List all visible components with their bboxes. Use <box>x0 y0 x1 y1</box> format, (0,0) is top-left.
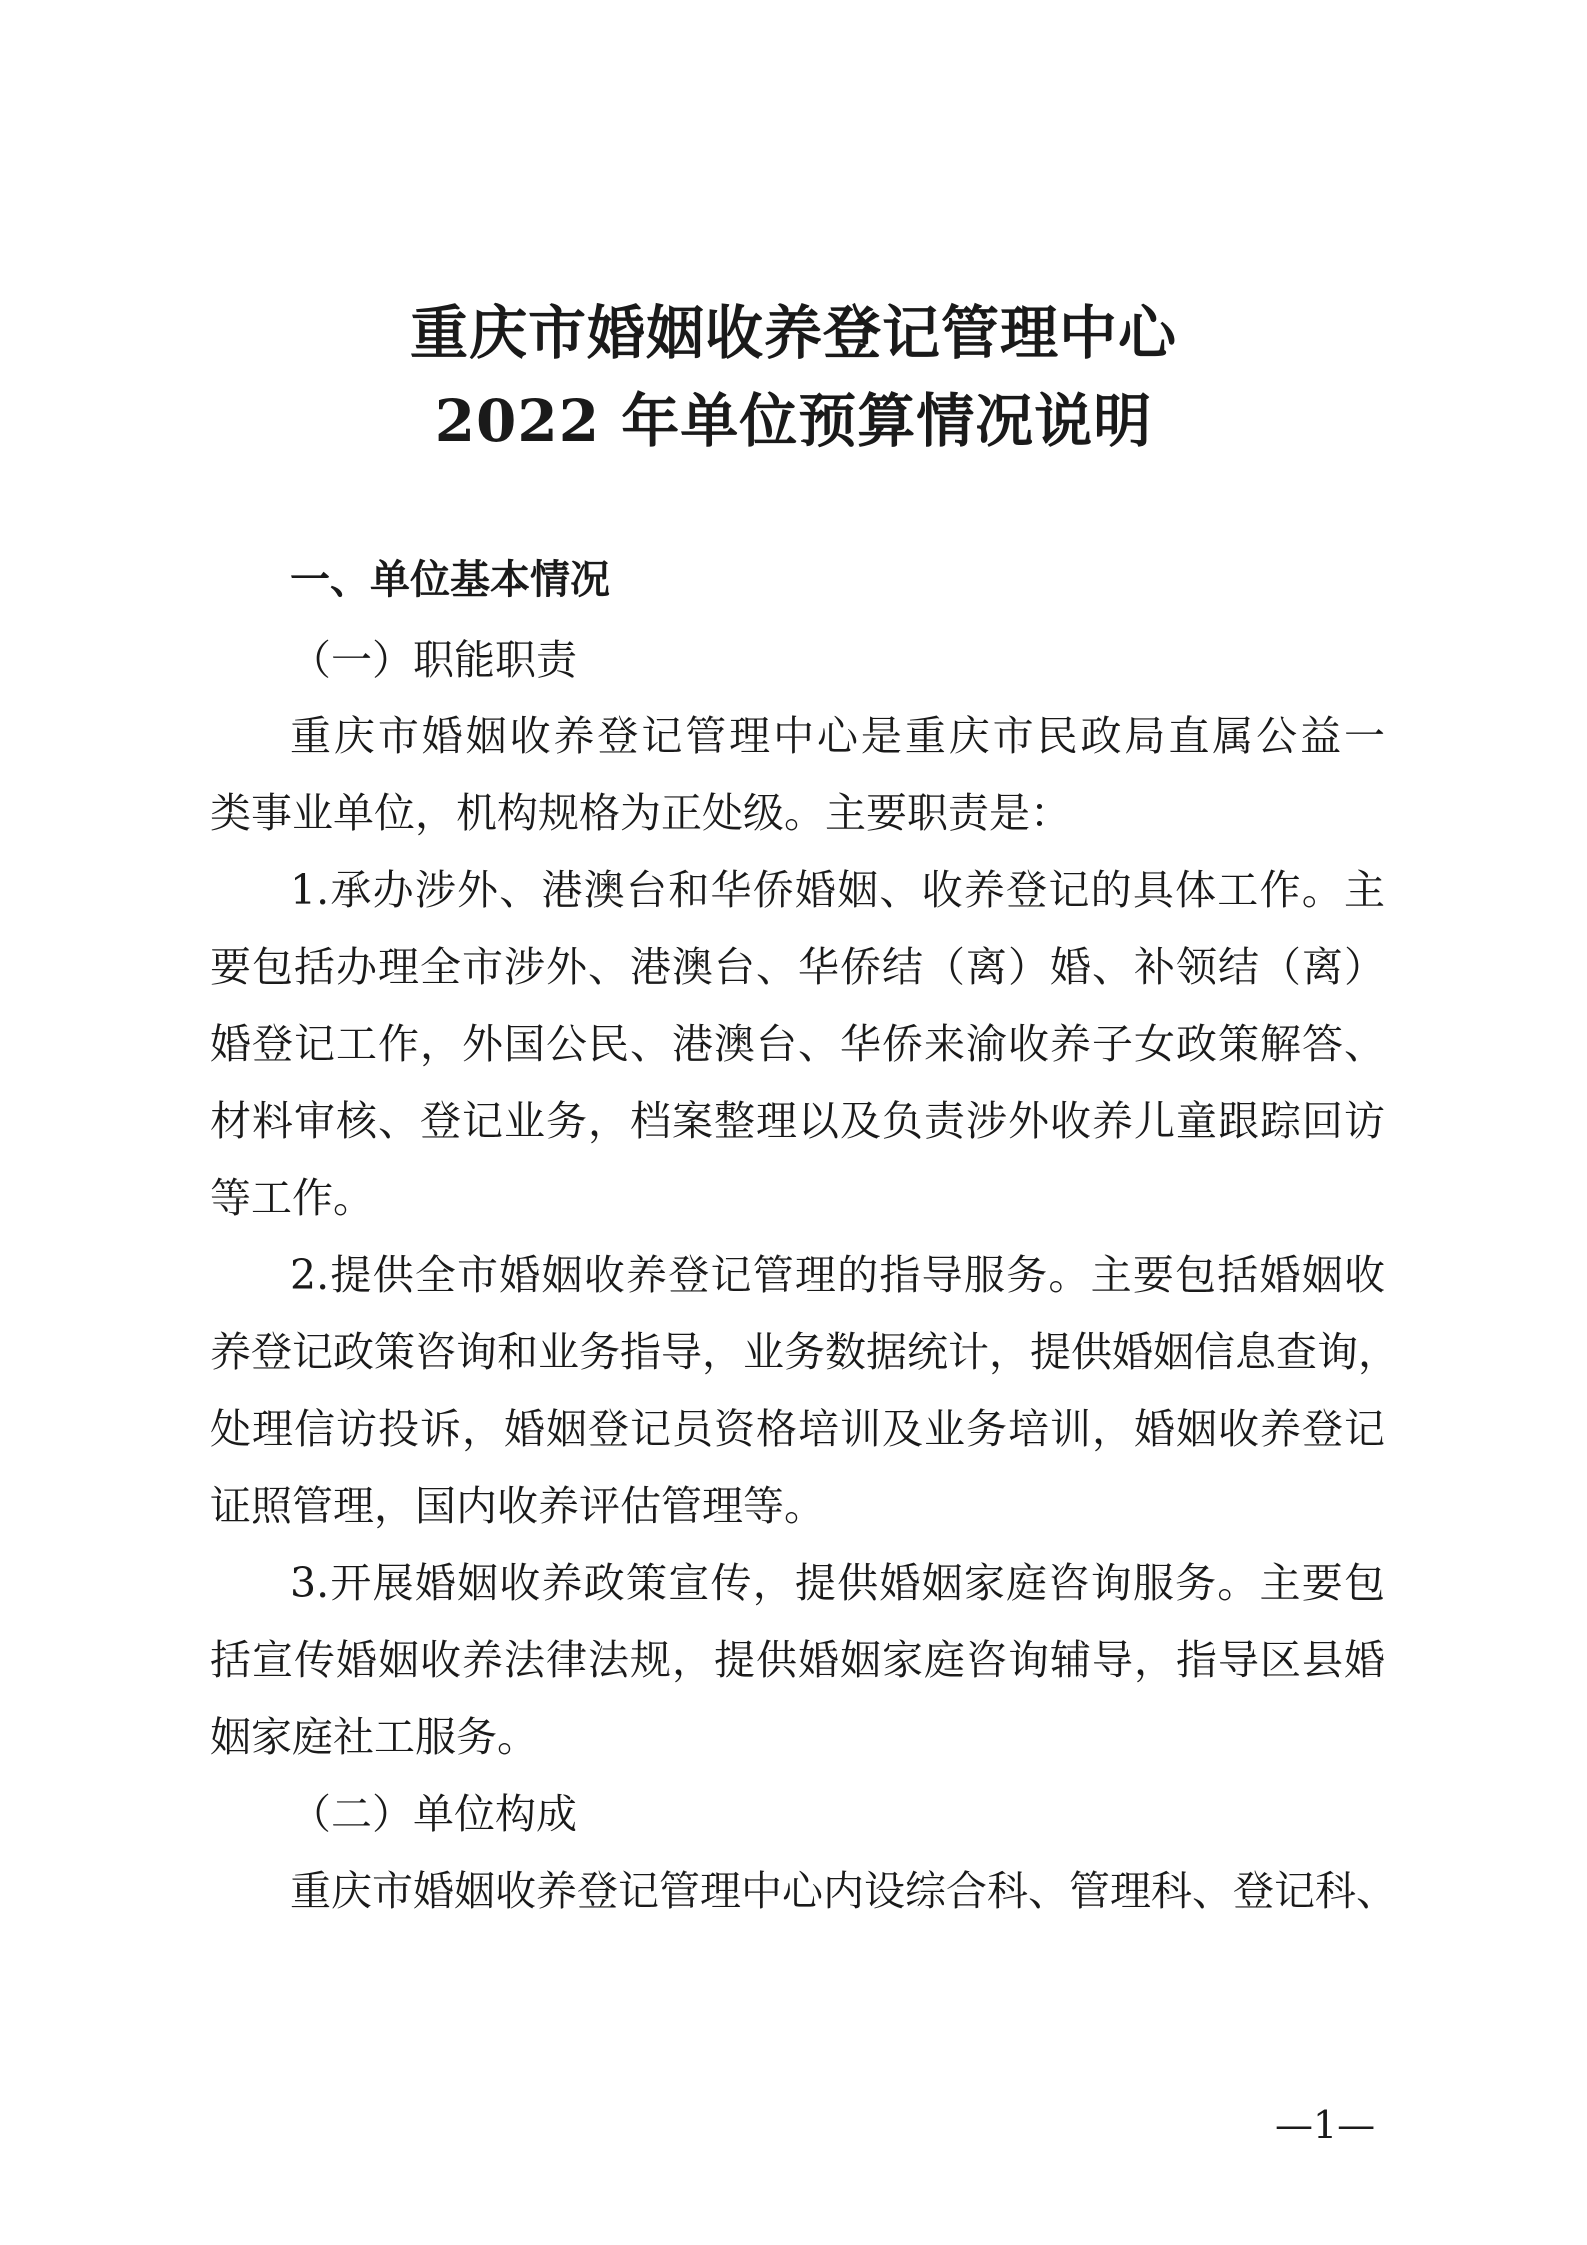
subsection-heading-functions: （一）职能职责 <box>290 636 577 684</box>
paragraph-line: 姻家庭社工服务。 <box>210 1713 538 1761</box>
page-number: —1— <box>1275 2103 1376 2147</box>
paragraph-line: 2.提供全市婚姻收养登记管理的指导服务。主要包括婚姻收 <box>290 1251 1385 1299</box>
paragraph-line: 重庆市婚姻收养登记管理中心内设综合科、管理科、登记科、 <box>290 1867 1397 1915</box>
paragraph-line: 3.开展婚姻收养政策宣传，提供婚姻家庭咨询服务。主要包 <box>290 1559 1385 1607</box>
subsection-heading-composition: （二）单位构成 <box>290 1790 577 1838</box>
paragraph-line: 括宣传婚姻收养法律法规，提供婚姻家庭咨询辅导，指导区县婚 <box>210 1636 1385 1684</box>
paragraph-line: 重庆市婚姻收养登记管理中心是重庆市民政局直属公益一 <box>290 712 1385 760</box>
paragraph-line: 处理信访投诉，婚姻登记员资格培训及业务培训，婚姻收养登记 <box>210 1405 1385 1453</box>
section-heading: 一、单位基本情况 <box>290 557 610 603</box>
document-title-line-1: 重庆市婚姻收养登记管理中心 <box>409 299 1177 367</box>
paragraph-line: 婚登记工作，外国公民、港澳台、华侨来渝收养子女政策解答、 <box>210 1020 1385 1068</box>
paragraph-line: 1.承办涉外、港澳台和华侨婚姻、收养登记的具体工作。主 <box>290 866 1385 914</box>
paragraph-line: 类事业单位，机构规格为正处级。主要职责是： <box>210 789 1071 837</box>
paragraph-line: 养登记政策咨询和业务指导，业务数据统计，提供婚姻信息查询， <box>210 1328 1399 1376</box>
paragraph-line: 材料审核、登记业务，档案整理以及负责涉外收养儿童跟踪回访 <box>210 1097 1385 1145</box>
document-title-line-2: 2022 年单位预算情况说明 <box>434 387 1153 455</box>
paragraph-line: 等工作。 <box>210 1174 374 1222</box>
paragraph-line: 证照管理，国内收养评估管理等。 <box>210 1482 825 1530</box>
paragraph-line: 要包括办理全市涉外、港澳台、华侨结（离）婚、补领结（离） <box>210 943 1385 991</box>
